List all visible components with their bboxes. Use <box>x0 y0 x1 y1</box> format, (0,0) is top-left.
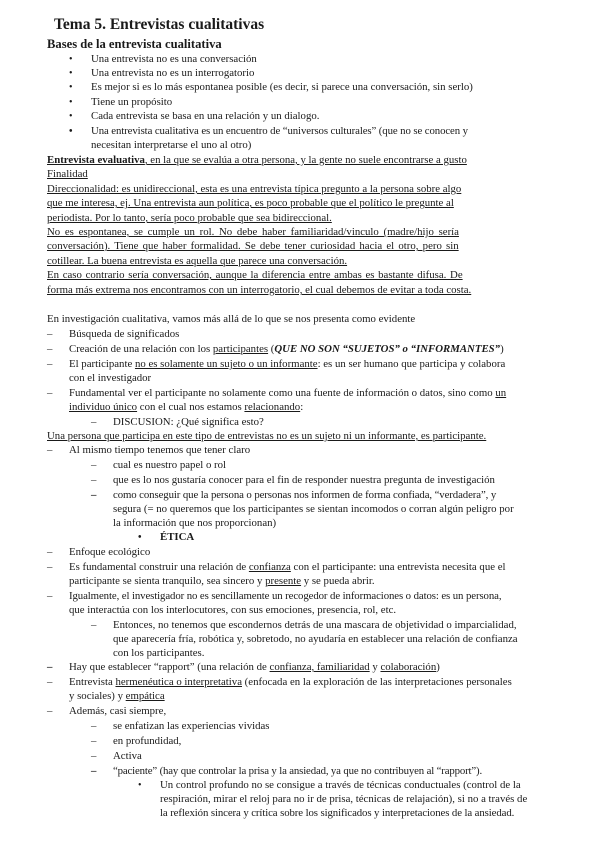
nested-item: Un control profundo no se consigue a través de técnicas conductuales (control de la <box>160 779 521 791</box>
dash-icon: – <box>91 765 97 777</box>
list-item-continuation: participante se sienta tranquilo, sea sincero y presente y se pueda abrir. <box>69 575 375 587</box>
key-statement: Una persona que participa en este tipo de entrevistas no es un sujeto ni un informante, es participante. <box>47 430 487 442</box>
bullet-icon: • <box>69 54 73 65</box>
etica-heading: ÉTICA <box>160 531 195 543</box>
section-heading-bases: Bases de la entrevista cualitativa <box>47 37 222 51</box>
dash-icon: – <box>91 474 97 486</box>
paragraph-line: que me interesa, ej. Una entrevista aun política, es poco probable que el político le pregunte al <box>47 197 454 209</box>
intro-line: En investigación cualitativa, vamos más allá de lo que se nos presenta como evidente <box>47 313 416 325</box>
list-item: Además, casi siempre, <box>69 705 167 717</box>
dash-icon: – <box>47 705 53 717</box>
list-item-continuation: necesitan interpretarse el uno al otro) <box>91 139 252 151</box>
dash-icon: – <box>91 750 97 762</box>
list-item-continuation: con el investigador <box>69 372 152 384</box>
list-item: Al mismo tiempo tenemos que tener claro <box>69 444 251 456</box>
evaluativa-desc: , en la que se evalúa a otra persona, y la gente no suele encontrarse a gusto <box>144 154 467 166</box>
bullet-icon: • <box>138 532 142 543</box>
list-item: Cada entrevista se basa en una relación y un dialogo. <box>91 110 320 122</box>
paragraph-line: cotillear. La buena entrevista es aquella que parece una conversación. <box>47 255 348 267</box>
list-item: Una entrevista cualitativa es un encuentro de “universos culturales” (que no se conocen y <box>91 125 468 137</box>
paragraph-line: periodista. Por lo tanto, sería poco probable que sea bidireccional. <box>47 212 332 224</box>
dash-icon: – <box>91 459 97 471</box>
bullet-icon: • <box>138 780 142 791</box>
list-item: Una entrevista no es una conversación <box>91 53 257 65</box>
dash-icon: – <box>91 735 97 747</box>
list-item: Hay que establecer “rapport” (una relación de confianza, familiaridad y colaboración) <box>69 661 440 673</box>
sub-list-item: que es lo nos gustaría conocer para el fin de responder nuestra pregunta de investigación <box>113 474 495 486</box>
sub-list-item-continuation: con los participantes. <box>113 647 205 659</box>
dash-icon: – <box>91 489 97 501</box>
list-item-continuation: y sociales) y empática <box>69 690 165 702</box>
sub-list-item-continuation: segura (= no queremos que los participantes se sientan incomodos o corran algún peligro por <box>113 503 514 515</box>
paragraph-line: En caso contrario sería conversación, aunque la diferencia entre ambas es bastante difusa. De <box>47 269 463 281</box>
list-item: Búsqueda de significados <box>69 328 180 340</box>
list-item: Tiene un propósito <box>91 96 173 108</box>
sub-list-item-continuation: que aparecería fría, robótica y, sobretodo, no ayudaría en establecer una relación de confianza <box>113 633 518 645</box>
sub-list-item: como conseguir que la persona o personas nos informen de forma confiada, “verdadera”, y <box>113 489 497 501</box>
dash-icon: – <box>47 661 53 673</box>
discussion-item: DISCUSION: ¿Qué significa esto? <box>113 416 264 428</box>
dash-icon: – <box>47 676 53 688</box>
dash-icon: – <box>47 590 53 602</box>
list-item: Entrevista hermenéutica o interpretativa (enfocada en la exploración de las interpretaciones personales <box>69 676 512 688</box>
bullet-icon: • <box>69 82 73 93</box>
dash-icon: – <box>47 328 53 340</box>
bullet-icon: • <box>69 68 73 79</box>
paragraph-line: forma más extrema nos encontramos con un interrogatorio, el cual debemos de evitar a toda costa. <box>47 284 472 296</box>
sub-list-item-continuation: la información que nos proporcionan) <box>113 517 277 529</box>
bullet-icon: • <box>69 97 73 108</box>
paragraph-line: No es espontanea, se cumple un rol. No debe haber familiaridad/vinculo (madre/hijo sería <box>47 226 459 238</box>
sub-list-item: Activa <box>113 750 142 762</box>
list-item-continuation: que interactúa con los interlocutores, con sus emociones, presencia, rol, etc. <box>69 604 397 616</box>
dash-icon: – <box>47 546 53 558</box>
dash-icon: – <box>47 387 53 399</box>
list-item-continuation: individuo único con el cual nos estamos relacionando: <box>69 401 304 413</box>
list-item: Es mejor si es lo más espontanea posible (es decir, si parece una conversación, sin serlo) <box>91 81 473 93</box>
dash-icon: – <box>91 720 97 732</box>
evaluativa-line <box>47 154 467 167</box>
paragraph-line: conversación). Tiene que haber formalidad. Se debe tener curiosidad hacia el otro, pero sin <box>47 240 459 252</box>
list-item: Fundamental ver el participante no solamente como una fuente de información o datos, sino como un <box>69 387 507 399</box>
bullet-icon: • <box>69 126 73 137</box>
sub-list-item: en profundidad, <box>113 735 182 747</box>
list-item: Enfoque ecológico <box>69 546 151 558</box>
dash-icon: – <box>47 444 53 456</box>
list-item: El participante no es solamente un sujeto o un informante: es un ser humano que participa y colabora <box>69 358 506 370</box>
sub-list-item: Entonces, no tenemos que escondernos detrás de una mascara de objetividad o imparcialidad, <box>113 619 517 631</box>
dash-icon: – <box>47 358 53 370</box>
finalidad-label: Finalidad <box>47 168 88 180</box>
dash-icon: – <box>91 416 97 428</box>
list-item: Una entrevista no es un interrogatorio <box>91 67 255 79</box>
evaluativa-term: Entrevista evaluativa <box>47 154 145 166</box>
dash-icon: – <box>47 561 53 573</box>
nested-item-continuation: la reflexión sincera y crítica sobre los significados y interpretaciones de la ansiedad. <box>160 807 515 819</box>
list-item: Creación de una relación con los participantes (QUE NO SON “SUJETOS” o “INFORMANTES”) <box>69 343 504 355</box>
dash-icon: – <box>91 619 97 631</box>
dash-icon: – <box>47 343 53 355</box>
sub-list-item: “paciente” (hay que controlar la prisa y la ansiedad, ya que no contribuyen al “rapport”). <box>113 765 483 777</box>
list-item: Igualmente, el investigador no es sencillamente un recogedor de informaciones o datos: es un persona, <box>69 590 502 602</box>
page-title: Tema 5. Entrevistas cualitativas <box>54 16 265 33</box>
nested-item-continuation: respiración, mirar el reloj para no ir de prisa, técnicas de relajación), si no a través de <box>160 793 528 805</box>
paragraph-line: Direccionalidad: es unidireccional, esta es una entrevista típica pregunto a la persona sobre algo <box>47 183 462 195</box>
list-item: Es fundamental construir una relación de confianza con el participante: una entrevista necesita que el <box>69 561 506 573</box>
sub-list-item: cual es nuestro papel o rol <box>113 459 227 471</box>
bullet-icon: • <box>69 111 73 122</box>
sub-list-item: se enfatizan las experiencias vividas <box>113 720 270 732</box>
